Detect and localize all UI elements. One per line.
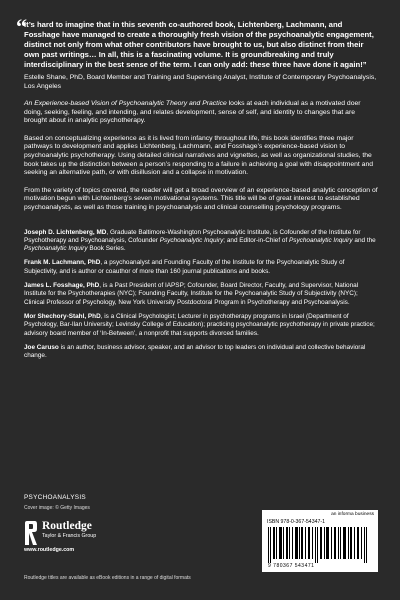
author-name: Frank M. Lachmann, PhD xyxy=(24,259,101,267)
author-bio-text: and the xyxy=(352,236,376,244)
author-name: Joe Caruso xyxy=(24,343,59,351)
author-bio xyxy=(24,344,378,361)
author-name: Joseph D. Lichtenberg, MD xyxy=(24,228,107,236)
author-bio-text: ; and Editor-in-Chief of xyxy=(223,236,290,244)
endorser-credit: Estelle Shane, PhD, Board Member and Training and Supervising Analyst, Institute of Contemporary Psychoanalysis, Los Angeles xyxy=(24,74,377,90)
author-bio xyxy=(24,259,378,276)
author-bio xyxy=(24,282,378,307)
cover-text-area xyxy=(16,14,378,366)
journal-title: Psychoanalytic Inquiry xyxy=(159,236,224,244)
publisher-name: Routledge xyxy=(42,520,92,532)
author-bio-text: , Graduate Baltimore-Washington Psychoanalytic Institute, is Cofounder of the Institute for Psychotherapy and Psychoanalysis, Cofounder xyxy=(24,228,361,244)
publisher-logo xyxy=(24,518,184,552)
author-bio-text: , is a Clinical Psychologist; Lecturer in psychotherapy programs in Israel (Department of Psychology, Bar-Ilan University; Levinsky College of Education); practicing psychoanalytic psychotherapy in private practice; advisory board member of ‘In-Between’, a nonprofit that supports divorced families. xyxy=(24,312,375,337)
ebook-note: Routledge titles are available as eBook editions in a range of digital formats xyxy=(24,575,191,581)
barcode-icon xyxy=(268,527,372,563)
barcode-digits: 9 780367 543471 xyxy=(268,563,315,569)
open-quote-mark: “ xyxy=(16,14,27,39)
publisher-url[interactable]: www.routledge.com xyxy=(24,547,75,553)
publisher-group: Taylor & Francis Group xyxy=(42,533,97,539)
author-bio-text: , is a Past President of IAPSP; Cofounder, Board Director, Faculty, and Supervisor, National Institute for the Psychotherapies (NYC); Founding Faculty, Institute for the Psychoanalytic Study of Subjectivity (NYC); Clinical Professor of Psychology, New York University Postdoctoral Program in Psychotherapy and Psychoanalysis. xyxy=(24,282,359,306)
isbn-label: ISBN 978-0-367-54347-1 xyxy=(267,519,325,525)
description-paragraph-2: Based on conceptualizing experience as it is lived from infancy throughout life, this book identifies three major pathways to development and applies Lichtenberg, Lachmann, and Fosshage’s experience-based vision to psychoanalytic psychotherapy. Using detailed clinical narratives and vignettes, as well as organizational studies, the book takes up the distinction between a person’s responding to a failure in achieving a goal with disappointment and seeking an alternative path, or with disillusion and a collapse in motivation. xyxy=(24,134,374,177)
subject-category: PSYCHOANALYSIS xyxy=(24,494,86,501)
author-bio-text: is an author, business advisor, speaker, and an advisor to top leaders on individual and collective behavioral change. xyxy=(24,343,366,360)
informa-tagline: an informa business xyxy=(331,512,374,517)
description-paragraph-3: From the variety of topics covered, the reader will get a broad overview of an experience-based analytic conception of motivation begun with Lichtenberg’s seven motivational systems. This title will be of great interest to established psychoanalysts, as well as those training in psychoanalysis and clinical counselling psychology programs. xyxy=(24,186,378,211)
journal-title: Psychoanalytic Inquiry xyxy=(289,236,353,244)
author-bio-text: , a psychoanalyst and Founding Faculty of the Institute for the Psychoanalytic Study of Subjectivity, and is author or coauthor of more than 160 journal publications and books. xyxy=(24,259,345,275)
description-paragraph-1-text: looks at each individual as a motivated doer doing, seeking, feeling, and intending, and relates development, sense of self, and identity to changes that are brought about in analytic psychotherapy. xyxy=(24,100,361,125)
barcode-panel xyxy=(262,510,378,572)
book-title-italic: An Experience-based Vision of Psychoanalytic Theory and Practice xyxy=(24,100,227,107)
author-bio xyxy=(24,313,378,338)
author-name: James L. Fosshage, PhD xyxy=(24,282,100,290)
journal-title: Psychoanalytic Inquiry xyxy=(24,245,88,253)
endorsement-quote: It’s hard to imagine that in this seventh co-authored book, Lichtenberg, Lachmann, and Fosshage have managed to create a thoroughly fresh vision of the psychoanalytic engagement, distinct not only from what other contributors have brought to us, but also distinct from their own past writings… In all, this is a fascinating volume. It is groundbreaking and truly interdisciplinary in the best sense of the term. I can only add: these three have done it again!” xyxy=(24,20,374,69)
author-bio-text: Book Series. xyxy=(87,245,126,253)
cover-image-credit: Cover image: © Getty Images xyxy=(24,505,90,511)
author-bios xyxy=(24,229,378,361)
author-bio xyxy=(24,229,378,254)
routledge-logo-icon xyxy=(24,520,38,546)
description-paragraph-1 xyxy=(24,100,378,126)
author-name: Mor Shechory-Stahl, PhD xyxy=(24,312,101,320)
